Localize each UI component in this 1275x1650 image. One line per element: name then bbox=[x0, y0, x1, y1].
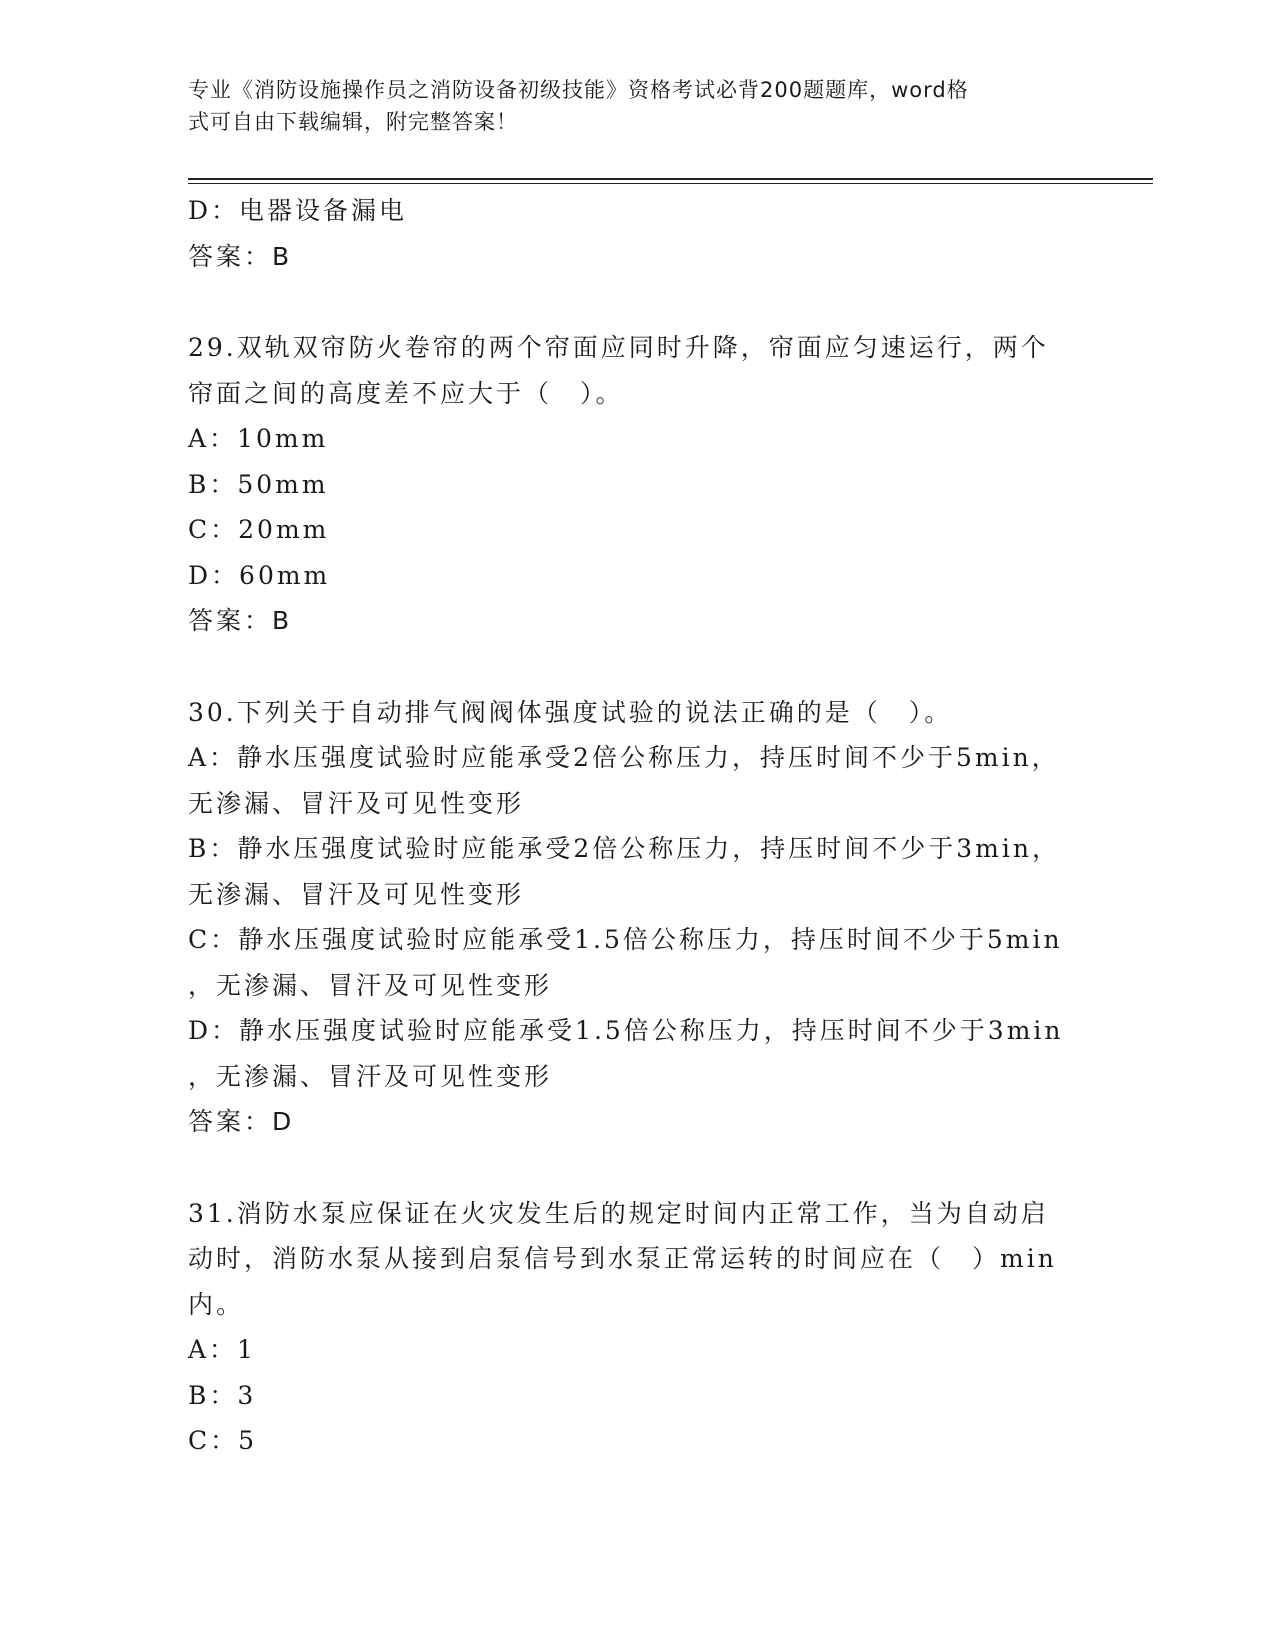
option-b: B：3 bbox=[188, 1380, 257, 1410]
question-stem: 29.双轨双帘防火卷帘的两个帘面应同时升降，帘面应匀速运行，两个 bbox=[188, 333, 1049, 362]
question-content bbox=[188, 188, 1088, 1464]
option-d: D：电器设备漏电 bbox=[188, 196, 408, 225]
option-c: C：5 bbox=[188, 1426, 258, 1455]
spacer bbox=[188, 1145, 1088, 1191]
question-29 bbox=[188, 325, 1088, 644]
question-stem: 内。 bbox=[188, 1289, 245, 1319]
option-c-continued: ，无渗漏、冒汗及可见性变形 bbox=[188, 970, 553, 1000]
spacer bbox=[188, 644, 1088, 690]
answer-label: 答案：D bbox=[188, 1107, 295, 1136]
header-line-2: 式可自由下载编辑，附完整答案！ bbox=[188, 110, 518, 134]
option-b-continued: 无渗漏、冒汗及可见性变形 bbox=[188, 879, 525, 909]
header-divider-thin bbox=[188, 183, 1153, 184]
header-divider-thick bbox=[188, 178, 1153, 180]
option-a: A：静水压强度试验时应能承受2倍公称压力，持压时间不少于5min， bbox=[188, 743, 1060, 772]
option-d-continued: ，无渗漏、冒汗及可见性变形 bbox=[188, 1061, 553, 1091]
question-stem: 帘面之间的高度差不应大于（ ）。 bbox=[188, 378, 624, 408]
question-stem: 31.消防水泵应保证在火灾发生后的规定时间内正常工作，当为自动启 bbox=[188, 1198, 1049, 1228]
option-c: C：20mm bbox=[188, 515, 330, 544]
option-d: D：60mm bbox=[188, 560, 331, 590]
answer-label: 答案：B bbox=[188, 241, 293, 271]
option-d: D：静水压强度试验时应能承受1.5倍公称压力，持压时间不少于3min bbox=[188, 1016, 1064, 1045]
option-a: A：1 bbox=[188, 1335, 256, 1364]
document-header bbox=[188, 74, 1078, 138]
question-stem: 30.下列关于自动排气阀阀体强度试验的说法正确的是（ ）。 bbox=[188, 697, 953, 727]
option-c: C：静水压强度试验时应能承受1.5倍公称压力，持压时间不少于5min bbox=[188, 925, 1063, 954]
option-a-continued: 无渗漏、冒汗及可见性变形 bbox=[188, 788, 525, 818]
question-31 bbox=[188, 1191, 1088, 1464]
question-28-tail bbox=[188, 188, 1088, 279]
question-stem: 动时，消防水泵从接到启泵信号到水泵正常运转的时间应在（ ）min bbox=[188, 1244, 1057, 1273]
spacer bbox=[188, 279, 1088, 325]
option-a: A：10mm bbox=[188, 424, 329, 453]
option-b: B：静水压强度试验时应能承受2倍公称压力，持压时间不少于3min， bbox=[188, 834, 1060, 863]
answer-label: 答案：B bbox=[188, 606, 293, 635]
question-30 bbox=[188, 690, 1088, 1145]
header-line-1: 专业《消防设施操作员之消防设备初级技能》资格考试必背200题题库，word格 bbox=[188, 78, 969, 102]
option-b: B：50mm bbox=[188, 469, 329, 499]
